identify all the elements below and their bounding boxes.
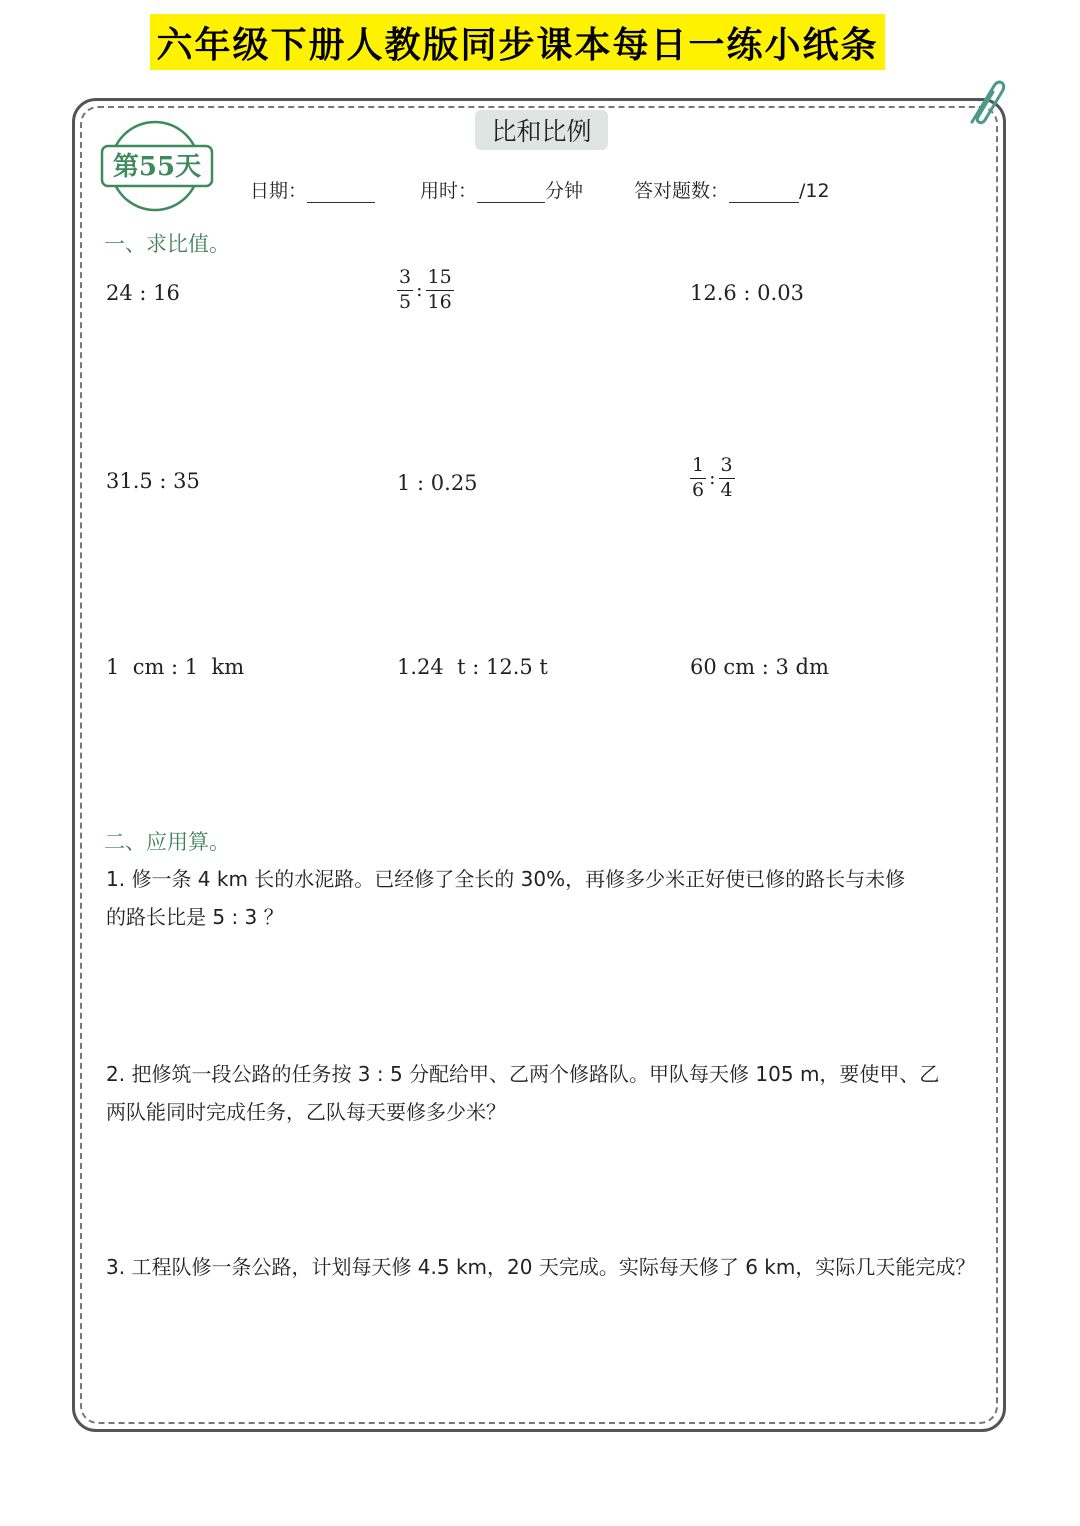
ratio-item-8: 1.24 t : 12.5 t <box>397 655 548 679</box>
word-problem-1 <box>106 860 986 936</box>
time-label: 用时： <box>420 180 478 202</box>
fraction-numerator: 15 <box>426 268 454 291</box>
fraction-denominator: 16 <box>427 290 452 313</box>
problem-line: 的路长比是 5 : 3 ？ <box>106 905 284 929</box>
ratio-item-3: 12.6 : 0.03 <box>690 281 804 305</box>
problem-line: 3. 工程队修一条公路，计划每天修 4.5 km，20 天完成。实际每天修了 6 km，实际几天能完成？ <box>106 1255 976 1279</box>
worksheet-card-dashed-border <box>80 106 998 1424</box>
fraction-denominator: 4 <box>720 478 733 501</box>
score-total: /12 <box>799 180 830 202</box>
time-unit: 分钟 <box>545 180 584 202</box>
score-field <box>634 176 830 203</box>
problem-line: 1. 修一条 4 km 长的水泥路。已经修了全长的 30%，再修多少米正好使已修的路长与未修 <box>106 867 906 891</box>
date-blank[interactable] <box>307 182 375 203</box>
ratio-item-2: $\frac{3}{5}$ : $\frac{15}{16}$ <box>399 266 452 313</box>
time-blank[interactable] <box>477 182 545 203</box>
day-badge: 第55天 <box>112 152 202 182</box>
score-label: 答对题数： <box>634 180 730 202</box>
ratio-item-1: 24 : 16 <box>106 281 180 305</box>
ratio-item-7: 1 cm : 1 km <box>106 655 245 679</box>
page-banner <box>150 14 885 70</box>
banner-title: 六年级下册人教版同步课本每日一练小纸条 <box>156 24 879 66</box>
problem-line: 两队能同时完成任务，乙队每天要修多少米？ <box>106 1100 506 1124</box>
fraction-denominator: 6 <box>692 478 705 501</box>
fraction-numerator: 3 <box>397 268 413 291</box>
section2-title: 二、应用算。 <box>104 830 230 854</box>
date-label: 日期： <box>250 180 308 202</box>
problem-line: 2. 把修筑一段公路的任务按 3 : 5 分配给甲、乙两个修路队。甲队每天修 105 m，要使甲、乙 <box>106 1062 940 1086</box>
fraction-denominator: 5 <box>399 290 412 313</box>
fraction-numerator: 1 <box>690 456 706 479</box>
ratio-item-5: 1 : 0.25 <box>397 471 478 495</box>
date-field <box>250 176 375 203</box>
time-field <box>420 176 583 203</box>
section1-title: 一、求比值。 <box>104 232 230 256</box>
score-blank[interactable] <box>729 182 799 203</box>
paperclip-icon <box>960 72 1010 132</box>
fraction-numerator: 3 <box>719 456 735 479</box>
word-problem-3 <box>106 1248 986 1286</box>
ratio-item-6: $\frac{1}{6}$ : $\frac{3}{4}$ <box>692 454 733 501</box>
ratio-item-4: 31.5 : 35 <box>106 469 200 493</box>
word-problem-2 <box>106 1055 986 1131</box>
topic-title: 比和比例 <box>475 110 608 150</box>
ratio-item-9: 60 cm : 3 dm <box>690 655 829 679</box>
